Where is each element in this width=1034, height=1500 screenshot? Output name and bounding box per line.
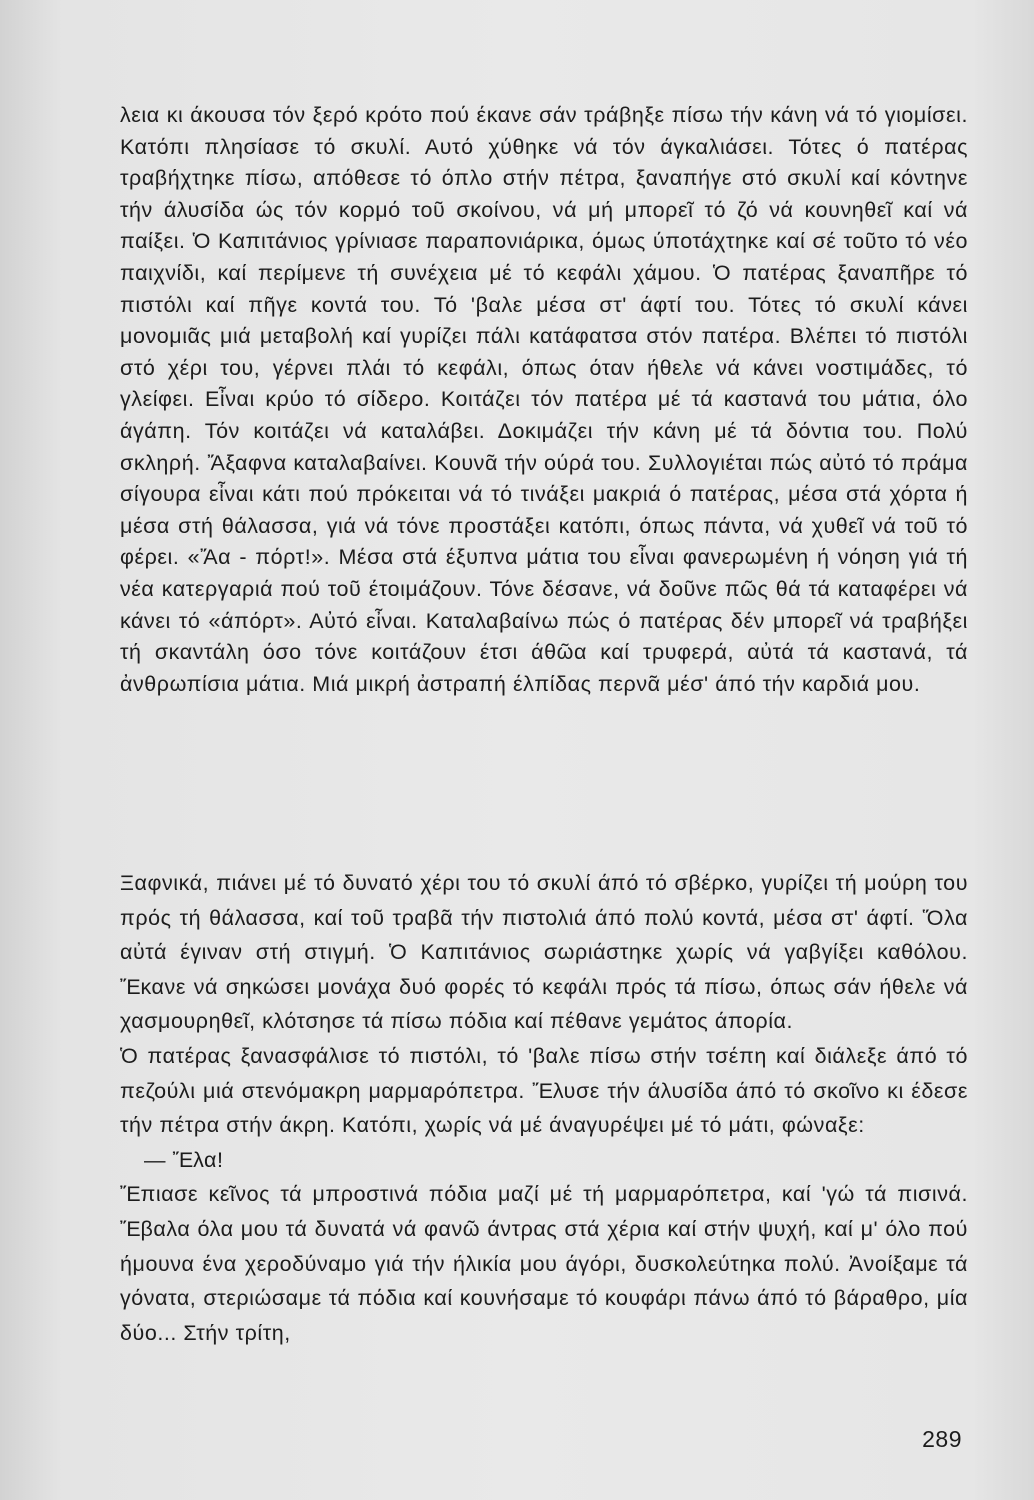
page-number: 289: [922, 1426, 962, 1452]
paragraph: Ἔπιασε κεῖνος τά μπροστινά πόδια μαζί μέ τή μαρμαρόπετρα, καί 'γώ τά πισινά. Ἔβαλα όλα μου τά δυνατά νά φανῶ άντρας στά χέρια καί στήν ψυχή, καί μ' όλο πού ήμουνα ένα χεροδύναμο γιά τήν ήλικία μου άγόρι, δυσκολεύτηκα πολύ. Ἀνοίξαμε τά γόνατα, στεριώσαμε τά πόδια καί κουνήσαμε τό κουφάρι πάνω άπό τό βάραθρο, μία δύο... Στήν τρίτη,: [120, 1182, 968, 1345]
dialogue-line: — Ἔλα!: [144, 1147, 224, 1172]
text-block-bottom: [120, 866, 968, 1350]
paragraph: Ξαφνικά, πιάνει μέ τό δυνατό χέρι του τό σκυλί άπό τό σβέρκο, γυρίζει τή μούρη του πρός τή θάλασσα, καί τοῦ τραβᾶ τήν πιστολιά άπό πολύ κοντά, μέσα στ' άφτί. Ὅλα αὐτά έγιναν στή στιγμή. Ὁ Καπιτάνιος σωριάστηκε χωρίς νά γαβγίξει καθόλου. Ἔκανε νά σηκώσει μονάχα δυό φορές τό κεφάλι πρός τά πίσω, όπως σάν ήθελε νά χασμουρηθεῖ, κλότσησε τά πίσω πόδια καί πέθανε γεμάτος άπορία.: [120, 871, 968, 1034]
text-block-top: [120, 100, 968, 700]
paragraph: Ὁ πατέρας ξανασφάλισε τό πιστόλι, τό 'βαλε πίσω στήν τσέπη καί διάλεξε άπό τό πεζούλι μιά στενόμακρη μαρμαρόπετρα. Ἔλυσε τήν άλυσίδα άπό τό σκοῖνο κι έδεσε τήν πέτρα στήν άκρη. Κατόπι, χωρίς νά μέ άναγυρέψει μέ τό μάτι, φώναξε:: [120, 1043, 968, 1138]
paragraph: λεια κι άκουσα τόν ξερό κρότο πού έκανε σάν τράβηξε πίσω τήν κάνη νά τό γιομίσει. Κατόπι πλησίασε τό σκυλί. Αυτό χύθηκε νά τόν άγκαλιάσει. Τότες ό πατέρας τραβήχτηκε πίσω, απόθεσε τό όπλο στήν πέτρα, ξαναπήγε στό σκυλί καί κόντηνε τήν άλυσίδα ώς τόν κορμό τοῦ σκοίνου, νά μή μπορεῖ τό ζό νά κουνηθεῖ καί νά παίξει. Ὁ Καπιτάνιος γρίνιασε παραπονιάρικα, όμως ύποτάχτηκε καί σέ τοῦτο τό νέο παιχνίδι, καί περίμενε τή συνέχεια μέ τό κεφάλι χάμου. Ὁ πατέρας ξαναπῆρε τό πιστόλι καί πῆγε κοντά του. Τό 'βαλε μέσα στ' άφτί του. Τότες τό σκυλί κάνει μονομιᾶς μιά μεταβολή καί γυρίζει πάλι κατάφατσα στόν πατέρα. Βλέπει τό πιστόλι στό χέρι του, γέρνει πλάι τό κεφάλι, όπως όταν ήθελε νά κάνει νοστιμάδες, τό γλείφει. Εἶναι κρύο τό σίδερο. Κοιτάζει τόν πατέρα μέ τά καστανά του μάτια, όλο άγάπη. Τόν κοιτάζει νά καταλάβει. Δοκιμάζει τήν κάνη μέ τά δόντια του. Πολύ σκληρή. Ἄξαφνα καταλαβαίνει. Κουνᾶ τήν ούρά του. Συλλογιέται πώς αὐτό τό πράμα σίγουρα εἶναι κάτι πού πρόκειται νά τό τινάξει μακριά ό πατέρας, μέσα στά χόρτα ή μέσα στή θάλασσα, γιά νά τόνε προστάξει κατόπι, όπως πάντα, νά χυθεῖ νά τοῦ τό φέρει. «Ἄα - πόρτ!». Μέσα στά έξυπνα μάτια του εἶναι φανερωμένη ή νόηση γιά τή νέα κατεργαριά πού τοῦ έτοιμάζουν. Τόνε δέσανε, νά δοῦνε πῶς θά τά καταφέρει νά κάνει τό «άπόρτ». Αὐτό εἶναι. Καταλαβαίνω πώς ό πατέρας δέν μπορεῖ νά τραβήξει τή σκαντάλη όσο τόνε κοιτάζουν έτσι άθῶα καί τρυφερά, αὐτά τά καστανά, τά ἀνθρωπίσια μάτια. Μιά μικρή ἀστραπή έλπίδας περνᾶ μέσ' άπό τήν καρδιά μου.: [120, 103, 968, 696]
